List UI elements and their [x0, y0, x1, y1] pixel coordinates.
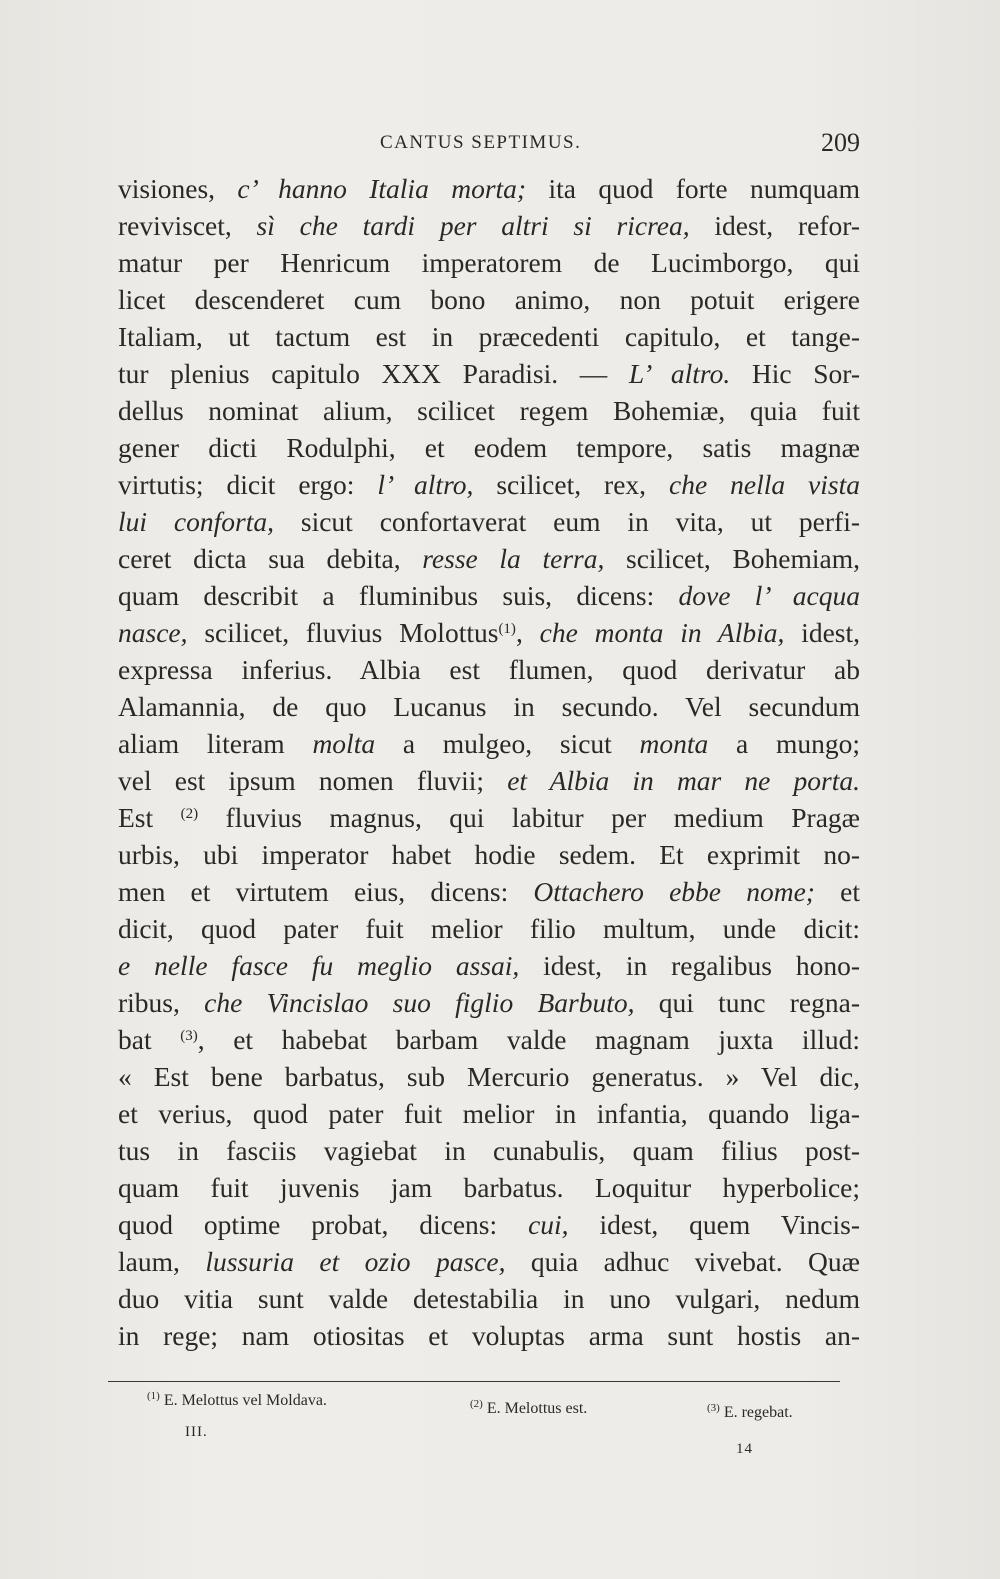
text-segment: fluvius magnus, qui labitur per medium Pragæ	[198, 802, 860, 833]
text-line	[118, 762, 860, 799]
text-segment: idest, quem Vincis-	[568, 1209, 860, 1240]
text-segment: tur plenius capitulo XXX Paradisi. —	[118, 358, 629, 389]
text-line	[118, 1280, 860, 1317]
running-head	[112, 128, 864, 162]
text-segment: bat	[118, 1024, 181, 1055]
text-segment: visiones,	[118, 173, 238, 204]
text-segment: tus in fasciis vagiebat in cunabulis, quam filius post-	[118, 1135, 860, 1166]
text-line	[118, 577, 860, 614]
text-segment: gener dicti Rodulphi, et eodem tempore, satis magnæ	[118, 432, 860, 463]
italic-segment: monta	[639, 728, 709, 759]
text-segment: quam fuit juvenis jam barbatus. Loquitur hyperbolice;	[118, 1172, 860, 1203]
text-line	[118, 503, 860, 540]
text-line	[118, 466, 860, 503]
italic-segment: sì che tardi per altri si ricrea,	[256, 210, 690, 241]
text-line	[118, 281, 860, 318]
text-segment: scilicet, Bohemiam,	[604, 543, 860, 574]
italic-segment: lussuria et ozio pasce,	[205, 1246, 506, 1277]
text-line	[118, 1243, 860, 1280]
text-line	[118, 170, 860, 207]
text-line	[118, 984, 860, 1021]
text-segment: in rege; nam otiositas et voluptas arma sunt hostis an-	[118, 1320, 860, 1351]
running-title: CANTUS SEPTIMUS.	[380, 132, 582, 153]
text-line	[118, 836, 860, 873]
text-line	[118, 244, 860, 281]
text-segment: et	[814, 876, 860, 907]
text-segment: men et virtutem eius, dicens:	[118, 876, 534, 907]
text-line	[118, 1058, 860, 1095]
italic-segment: nasce,	[118, 617, 188, 648]
text-segment: laum,	[118, 1246, 206, 1277]
text-segment: ribus,	[118, 987, 205, 1018]
text-segment: Hic Sor-	[730, 358, 860, 389]
footnote-1	[147, 1392, 327, 1410]
text-segment: quam describit a fluminibus suis, dicens:	[118, 580, 679, 611]
italic-segment: L’ altro.	[628, 358, 731, 389]
text-line	[118, 614, 860, 651]
text-segment: Est	[118, 802, 181, 833]
italic-segment: che Vincislao suo figlio Barbuto,	[204, 987, 635, 1018]
text-line	[118, 910, 860, 947]
text-segment: matur per Henricum imperatorem de Lucimborgo, qui	[118, 247, 860, 278]
footnote-ref: (3)	[180, 1028, 198, 1044]
page-number: 209	[821, 128, 860, 157]
text-line	[118, 429, 860, 466]
text-segment: vel est ipsum nomen fluvii;	[118, 765, 508, 796]
text-line	[118, 392, 860, 429]
footnote-1-mark: (1)	[147, 1390, 160, 1402]
text-line	[118, 207, 860, 244]
text-segment: quia adhuc vivebat. Quæ	[505, 1246, 860, 1277]
text-segment: ita quod forte numquam	[526, 173, 860, 204]
text-segment: quod optime probat, dicens:	[118, 1209, 529, 1240]
gathering-signature: 14	[736, 1441, 753, 1457]
italic-segment: c’ hanno Italia morta;	[237, 173, 527, 204]
text-segment: , et habebat barbam valde magnam juxta illud:	[197, 1024, 860, 1055]
text-line	[118, 355, 860, 392]
footnote-3	[707, 1404, 793, 1422]
footnote-rule	[108, 1381, 840, 1382]
text-segment: urbis, ubi imperator habet hodie sedem. Et exprimit no-	[118, 839, 860, 870]
text-line	[118, 1132, 860, 1169]
text-line	[118, 1169, 860, 1206]
text-segment: a mulgeo, sicut	[375, 728, 640, 759]
italic-segment: che nella vista	[669, 469, 860, 500]
footnote-2-mark: (2)	[470, 1398, 483, 1410]
text-line	[118, 651, 860, 688]
volume-signature: III.	[185, 1424, 208, 1440]
body-text	[118, 170, 860, 1354]
text-segment: Italiam, ut tactum est in præcedenti capitulo, et tange-	[118, 321, 860, 352]
text-segment: ceret dicta sua debita,	[118, 543, 423, 574]
text-segment: dellus nominat alium, scilicet regem Bohemiæ, quia fuit	[118, 395, 860, 426]
text-line	[118, 318, 860, 355]
italic-segment: che monta in Albia,	[539, 617, 785, 648]
text-segment: virtutis; dicit ergo:	[118, 469, 378, 500]
text-segment: « Est bene barbatus, sub Mercurio generatus. » Vel dic,	[118, 1061, 860, 1092]
footnote-3-text: E. regebat.	[723, 1404, 793, 1421]
italic-segment: resse la terra,	[422, 543, 605, 574]
text-line	[118, 688, 860, 725]
footnote-3-mark: (3)	[707, 1402, 720, 1414]
italic-segment: molta	[312, 728, 376, 759]
text-line	[118, 1095, 860, 1132]
text-segment: ,	[515, 617, 540, 648]
text-segment: sicut confortaverat eum in vita, ut perfi-	[273, 506, 860, 537]
text-line	[118, 1206, 860, 1243]
italic-segment: e nelle fasce fu meglio assai,	[118, 950, 520, 981]
text-segment: scilicet, fluvius Molottus	[187, 617, 499, 648]
text-segment: aliam literam	[118, 728, 313, 759]
text-line	[118, 725, 860, 762]
text-segment: expressa inferius. Albia est flumen, quod derivatur ab	[118, 654, 860, 685]
text-segment: qui tunc regna-	[634, 987, 860, 1018]
footnote-ref: (1)	[498, 621, 516, 637]
text-segment: idest, in regalibus hono-	[519, 950, 860, 981]
text-line	[118, 947, 860, 984]
footnote-ref: (2)	[180, 806, 199, 822]
text-segment: Alamannia, de quo Lucanus in secundo. Vel secundum	[118, 691, 860, 722]
text-segment: et verius, quod pater fuit melior in infantia, quando liga-	[118, 1098, 860, 1129]
italic-segment: dove l’ acqua	[678, 580, 860, 611]
text-segment: licet descenderet cum bono animo, non potuit erigere	[118, 284, 860, 315]
text-segment: dicit, quod pater fuit melior filio multum, unde dicit:	[118, 913, 860, 944]
text-segment: a mungo;	[708, 728, 860, 759]
footnote-2	[470, 1400, 587, 1418]
italic-segment: et Albia in mar ne porta.	[507, 765, 860, 796]
text-segment: duo vitia sunt valde detestabilia in uno vulgari, nedum	[118, 1283, 860, 1314]
text-line	[118, 540, 860, 577]
text-line	[118, 1021, 860, 1058]
text-line	[118, 873, 860, 910]
text-line	[118, 799, 860, 836]
italic-segment: lui conforta,	[118, 506, 274, 537]
italic-segment: Ottachero ebbe nome;	[533, 876, 815, 907]
footnote-1-text: E. Melottus vel Moldava.	[163, 1392, 327, 1409]
text-segment: scilicet, rex,	[473, 469, 669, 500]
italic-segment: l’ altro,	[377, 469, 474, 500]
text-segment: idest, refor-	[689, 210, 860, 241]
text-segment: reviviscet,	[118, 210, 257, 241]
text-segment: idest,	[784, 617, 860, 648]
italic-segment: cui,	[528, 1209, 569, 1240]
footnote-2-text: E. Melottus est.	[486, 1400, 588, 1417]
text-line	[118, 1317, 860, 1354]
